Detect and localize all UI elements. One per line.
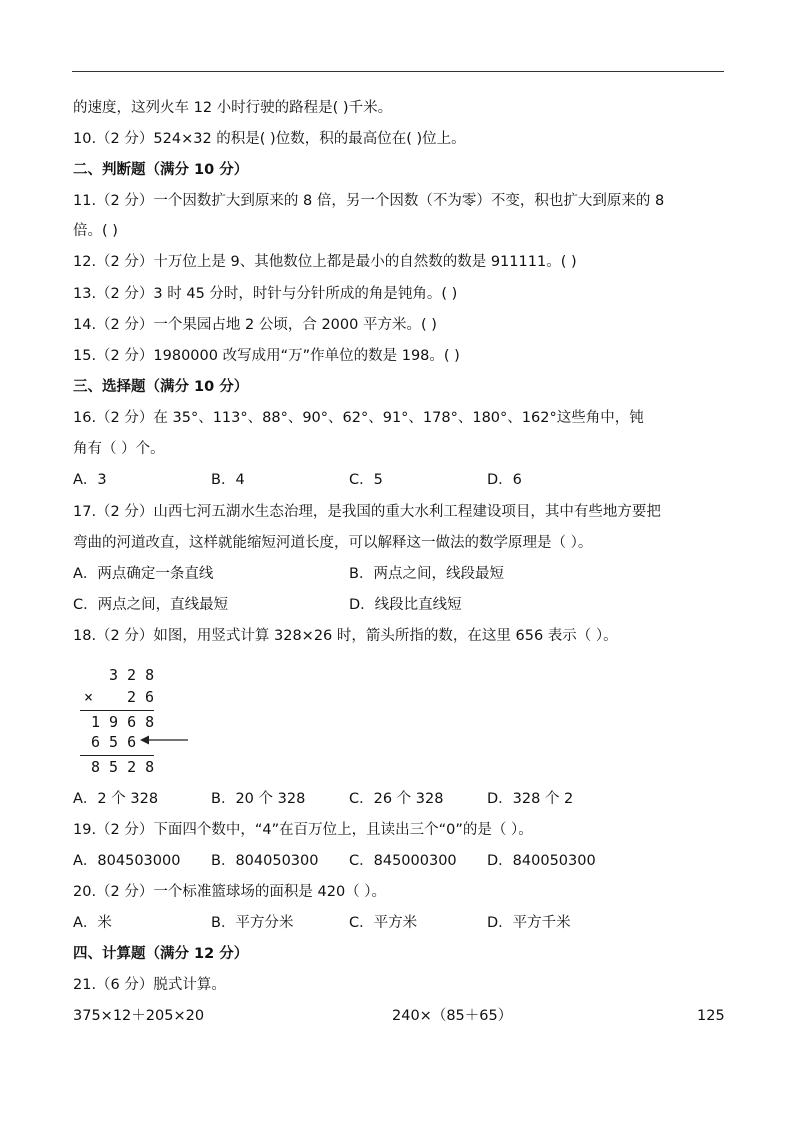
q18-option-a: A．2 个 328 [73, 791, 159, 807]
q20-option-c: C．平方米 [349, 915, 418, 931]
question-11: 11.（2 分）一个因数扩大到原来的 8 倍，另一个因数（不为零）不变，积也扩大到原来的 8 [73, 193, 665, 209]
question-16: 16.（2 分）在 35°、113°、88°、90°、62°、91°、178°、180°、162°这些角中，钝 [73, 410, 644, 426]
question-16-cont: 角有（ ）个。 [73, 441, 165, 457]
q19-option-a: A．804503000 [73, 853, 181, 869]
section-heading-choice: 三、选择题（满分 10 分） [73, 379, 249, 395]
q20-option-d: D．平方千米 [487, 915, 571, 931]
calc-item-3: 125 [697, 1008, 725, 1024]
question-18: 18.（2 分）如图，用竖式计算 328×26 时，箭头所指的数，在这里 656 表示（ ）。 [73, 628, 618, 644]
calc-item-2: 240×（85＋65） [392, 1008, 513, 1024]
q16-option-a: A．3 [73, 472, 107, 488]
section-heading-judgement: 二、判断题（满分 10 分） [73, 162, 249, 178]
calc-rule-2 [80, 755, 154, 756]
q9-continuation: 的速度，这列火车 12 小时行驶的路程是( )千米。 [73, 100, 393, 116]
calc-row-multiplicand: 3 2 8 [109, 666, 155, 684]
q17-option-c: C．两点之间，直线最短 [73, 597, 229, 613]
calc-row-partial-2: 6 5 6 [91, 733, 137, 751]
q18-option-b: B．20 个 328 [211, 791, 306, 807]
question-13: 13.（2 分）3 时 45 分时，时针与分针所成的角是钝角。( ) [73, 286, 458, 302]
q16-option-c: C．5 [349, 472, 383, 488]
q19-option-d: D．840050300 [487, 853, 596, 869]
q16-option-b: B．4 [211, 472, 245, 488]
q18-option-d: D．328 个 2 [487, 791, 574, 807]
question-15: 15.（2 分）1980000 改写成用“万”作单位的数是 198。( ) [73, 348, 460, 364]
q16-option-d: D．6 [487, 472, 522, 488]
calc-row-product: 8 5 2 8 [91, 758, 155, 776]
q17-option-d: D．线段比直线短 [349, 597, 462, 613]
q19-option-b: B．804050300 [211, 853, 319, 869]
question-20: 20.（2 分）一个标准篮球场的面积是 420（ ）。 [73, 884, 387, 900]
q18-option-c: C．26 个 328 [349, 791, 444, 807]
q17-option-a: A．两点确定一条直线 [73, 566, 214, 582]
left-arrow-icon [140, 733, 190, 747]
section-heading-calculation: 四、计算题（满分 12 分） [73, 946, 249, 962]
header-rule [72, 71, 724, 72]
q17-option-b: B．两点之间，线段最短 [349, 566, 504, 582]
calc-times-sign: × [84, 688, 94, 706]
question-10: 10.（2 分）524×32 的积是( )位数，积的最高位在( )位上。 [73, 131, 466, 147]
question-19: 19.（2 分）下面四个数中，“4”在百万位上，且读出三个“0”的是（ ）。 [73, 822, 533, 838]
question-17: 17.（2 分）山西七河五湖水生态治理，是我国的重大水利工程建设项目，其中有些地方要把 [73, 504, 661, 520]
calc-rule-1 [80, 710, 154, 711]
calc-row-partial-1: 1 9 6 8 [91, 713, 155, 731]
q20-option-a: A．米 [73, 915, 112, 931]
question-14: 14.（2 分）一个果园占地 2 公顷，合 2000 平方米。( ) [73, 317, 437, 333]
calc-item-1: 375×12＋205×20 [73, 1008, 205, 1024]
question-11-cont: 倍。( ) [73, 223, 118, 239]
question-12: 12.（2 分）十万位上是 9、其他数位上都是最小的自然数的数是 911111。( ) [73, 254, 577, 270]
calc-row-multiplier: 2 6 [127, 688, 155, 706]
question-17-cont: 弯曲的河道改直，这样就能缩短河道长度，可以解释这一做法的数学原理是（ ）。 [73, 535, 593, 551]
question-21: 21.（6 分）脱式计算。 [73, 977, 226, 993]
q19-option-c: C．845000300 [349, 853, 457, 869]
q20-option-b: B．平方分米 [211, 915, 294, 931]
